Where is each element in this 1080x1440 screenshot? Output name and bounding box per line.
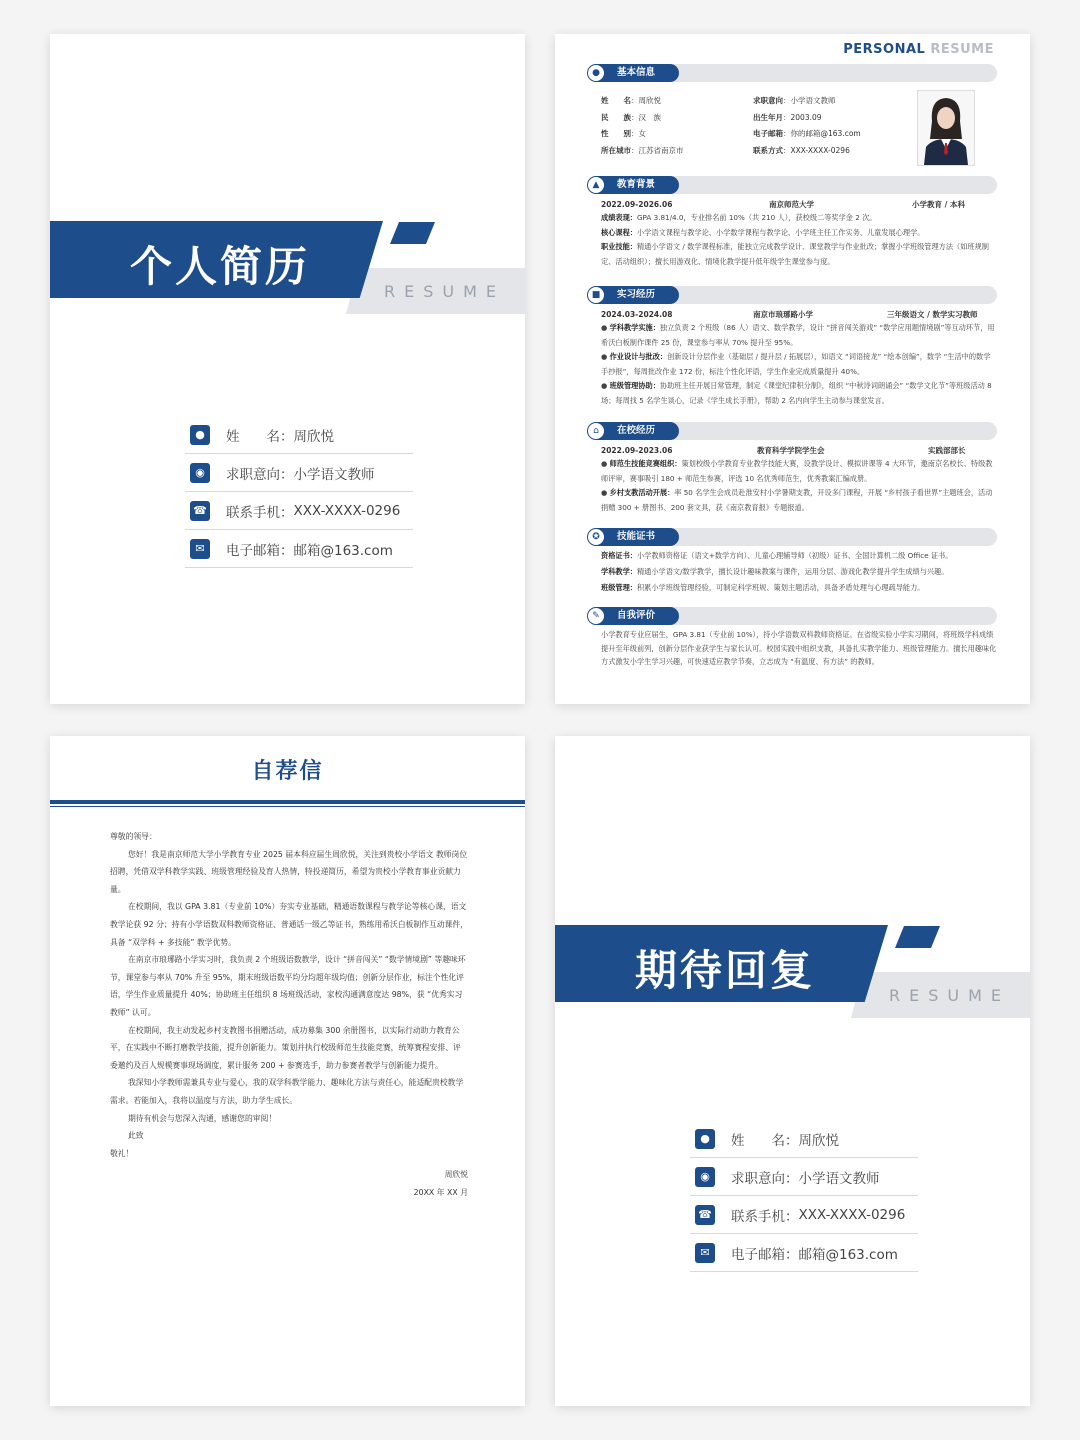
detail-key: 核心课程： bbox=[601, 227, 637, 237]
bullet: ● bbox=[601, 323, 610, 332]
campus-org: 教育科学学院学生会 bbox=[757, 446, 825, 455]
title-rule-thin bbox=[50, 806, 525, 807]
section-basic bbox=[587, 64, 997, 82]
resume-page bbox=[555, 34, 1030, 704]
bullet: ● bbox=[601, 381, 610, 390]
detail-key: 乡村支教活动开展： bbox=[609, 488, 675, 497]
contact-row bbox=[185, 530, 413, 568]
detail-line bbox=[601, 321, 997, 350]
info-value: 汉 族 bbox=[638, 112, 661, 122]
intern-role: 三年级语文 / 数学实习教师 bbox=[887, 310, 978, 319]
section-skills bbox=[587, 528, 997, 546]
letter-paragraph: 在校期间，我主动发起乡村支教图书捐赠活动，成功募集 300 余册图书，以实际行动助力教育公平，在实践中不断打磨教学技能，提升创新能力。策划并执行校级师范生技能竞赛，统筹赛程安排、评委邀约及百人规模赛事现场调度，累计服务 200 + 参赛选手，助力参赛者教学与创新能力提升。 bbox=[110, 1025, 461, 1070]
bullet: ● bbox=[601, 488, 610, 497]
info-row: 民 族：汉 族 bbox=[601, 112, 661, 122]
detail-line bbox=[601, 379, 997, 408]
detail-value: 创新设计分层作业（基础层 / 提升层 / 拓展层），如语文 “词语接龙” “绘本创编”，数学 “生活中的数学手抄报”，每周批改作业 172 份，标注个性化评语，学生作业完成质量提升 40%。 bbox=[601, 352, 991, 376]
detail-key: 作业设计与批改： bbox=[609, 352, 668, 361]
detail-value: 小学语文课程与教学论、小学数学课程与教学论、小学班主任工作实务、儿童发展心理学。 bbox=[636, 227, 925, 237]
cover-page bbox=[50, 34, 525, 704]
contact-value: XXX-XXXX-0296 bbox=[293, 502, 401, 519]
intern-date: 2024.03-2024.08 bbox=[601, 310, 673, 319]
campus-details bbox=[601, 457, 997, 515]
contact-list bbox=[690, 1120, 918, 1272]
section-title: 教育背景 bbox=[587, 176, 679, 194]
graduation-cap-icon: ▲ bbox=[588, 177, 604, 193]
info-value: 2003.09 bbox=[790, 112, 822, 122]
section-title: 在校经历 bbox=[587, 422, 679, 440]
info-row: 求职意向：小学语文教师 bbox=[753, 96, 836, 105]
section-internship bbox=[587, 286, 997, 304]
info-value: 周欣悦 bbox=[638, 96, 661, 105]
info-key: 出生年月 bbox=[753, 112, 783, 122]
edu-details bbox=[601, 211, 997, 269]
letter-paragraph: 在南京市琅琊路小学实习时，我负责 2 个班级语数教学，设计 “拼音闯关” “数学情境剧” 等趣味环节，课堂参与率从 70% 升至 95%，期末班级语数平均分均超年级均值；创新分层作业，标注个性化评语，学生作业质量提升 40%；协助班主任组织 8 场班级活动，家校沟通满意度达 98%，获 “优秀实习教师” 认可。 bbox=[110, 955, 466, 1017]
letter-paragraph: 您好！我是南京师范大学小学教育专业 2025 届本科应届生周欣悦，关注到贵校小学语文 教师岗位招聘，凭借双学科教学实践、班级管理经验及育人热情，特投递简历，希望为贵校小学教育事业贡献力量。 bbox=[110, 849, 468, 894]
contact-label: 联系手机： bbox=[731, 1208, 799, 1225]
resume-header bbox=[843, 42, 994, 57]
campus-role: 实践部部长 bbox=[928, 446, 966, 455]
detail-line bbox=[601, 350, 997, 379]
phone-icon: ☎ bbox=[695, 1205, 715, 1225]
edu-school: 南京师范大学 bbox=[769, 200, 814, 209]
phone-icon: ☎ bbox=[190, 501, 210, 521]
section-education bbox=[587, 176, 997, 194]
detail-key: 成绩表现： bbox=[601, 213, 637, 222]
campus-date: 2022.09-2023.06 bbox=[601, 446, 673, 455]
contact-value: XXX-XXXX-0296 bbox=[798, 1206, 906, 1223]
bullet: ● bbox=[601, 352, 610, 361]
section-title: 基本信息 bbox=[587, 64, 679, 82]
detail-line bbox=[601, 548, 997, 564]
letter-paragraph: 我深知小学教师需兼具专业与爱心，我的双学科教学能力、趣味化方法与责任心，能适配贵校教学需求。若能加入，我将以温度与方法，助力学生成长。 bbox=[110, 1078, 464, 1105]
detail-line bbox=[601, 457, 997, 486]
detail-line bbox=[601, 211, 997, 226]
detail-value: 精通小学语文/数学教学，擅长设计趣味教案与课件，运用分层、游戏化教学提升学生成绩与兴趣。 bbox=[636, 567, 949, 576]
info-key: 姓 名 bbox=[601, 96, 631, 105]
location-icon: ◉ bbox=[190, 463, 210, 483]
bullet: ● bbox=[601, 459, 610, 468]
info-key: 所在城市 bbox=[601, 145, 631, 155]
edu-major: 小学教育 / 本科 bbox=[912, 200, 965, 209]
contact-value: 邮箱@163.com bbox=[293, 542, 393, 559]
portrait-photo bbox=[917, 90, 975, 166]
info-key: 民 族 bbox=[601, 112, 631, 122]
detail-line bbox=[601, 226, 997, 241]
letter-paragraph: 在校期间，我以 GPA 3.81（专业前 10%）夯实专业基础，精通语数课程与教学论等核心课，语文教学论获 92 分；持有小学语数双科教师资格证、普通话一级乙等证书，熟练用希沃白板制作互动课件，具备 “双学科 + 多技能” 教学优势。 bbox=[110, 902, 468, 947]
info-value: 江苏省南京市 bbox=[638, 145, 684, 155]
intern-details bbox=[601, 321, 997, 408]
info-row: 性 别：女 bbox=[601, 129, 646, 138]
location-icon: ◉ bbox=[695, 1167, 715, 1187]
detail-value: 积累小学班级管理经验，可制定科学班规、策划主题活动，具备矛盾处理与心理疏导能力。 bbox=[636, 583, 925, 592]
closing-subtitle: RESUME bbox=[889, 986, 1011, 1005]
detail-key: 学科教学实施： bbox=[609, 323, 660, 332]
contact-row bbox=[185, 454, 413, 492]
cover-subtitle: RESUME bbox=[384, 282, 506, 301]
info-value: 小学语文教师 bbox=[790, 96, 836, 105]
building-icon: ⌂ bbox=[588, 423, 604, 439]
letter-paragraph: 期待有机会与您深入沟通，感谢您的审阅！ bbox=[128, 1113, 277, 1123]
detail-value: 率 50 名学生会成员赴淮安村小学暑期支教，开设多门课程，开展 “乡村孩子看世界”主题班会，活动捐赠 300 + 册图书、200 套文具，获《南京教育报》专题报道。 bbox=[601, 488, 993, 512]
info-value: XXX-XXXX-0296 bbox=[790, 145, 850, 155]
letter-closing: 敬礼！ bbox=[110, 1148, 134, 1158]
detail-line bbox=[601, 580, 997, 596]
letter-greeting: 尊敬的领导： bbox=[110, 832, 157, 841]
detail-line bbox=[601, 486, 997, 515]
letter-paragraph: 此致 bbox=[128, 1131, 144, 1141]
contact-value: 小学语文教师 bbox=[798, 1170, 880, 1187]
self-eval-text: 小学教育专业应届生，GPA 3.81（专业前 10%），持小学语数双科教师资格证。在省级实验小学实习期间，将班级学科成绩提升至年级前列，创新分层作业获学生与家长认可。校园实践中组织支教，具备扎实教学能力、班级管理能力。擅长用趣味化方式激发小学生学习兴趣，可快速适应教学节奏，立志成为 “有温度、有方法” 的教师。 bbox=[601, 630, 997, 666]
detail-value: 策划校级小学教育专业教学技能大赛，设教学设计、模拟讲课等 4 大环节，邀南京名校长、特级教师评审，赛事吸引 180 + 师范生参赛，评选 10 名优秀师范生，优秀教案汇编成册。 bbox=[601, 459, 993, 483]
info-key: 联系方式 bbox=[753, 145, 783, 155]
info-row: 所在城市：江苏省南京市 bbox=[601, 145, 684, 155]
mail-icon: ✉ bbox=[190, 539, 210, 559]
letter-body bbox=[110, 828, 468, 1201]
contact-row bbox=[185, 492, 413, 530]
info-key: 性 别 bbox=[601, 129, 631, 138]
closing-page bbox=[555, 736, 1030, 1406]
section-title: 实习经历 bbox=[587, 286, 679, 304]
user-icon: ● bbox=[190, 425, 210, 445]
contact-row bbox=[690, 1196, 918, 1234]
contact-label: 联系手机： bbox=[226, 504, 294, 521]
letter-date: 20XX 年 XX 月 bbox=[413, 1187, 468, 1197]
contact-label: 求职意向： bbox=[731, 1170, 799, 1187]
navy-accent-block bbox=[390, 222, 435, 244]
award-icon: ✪ bbox=[588, 529, 604, 545]
contact-label: 电子邮箱： bbox=[226, 542, 294, 559]
user-icon: ● bbox=[588, 65, 604, 81]
detail-value: 小学教师资格证（语文+数学方向）、儿童心理辅导师（初级）证书、全国计算机二级 Office 证书。 bbox=[636, 551, 953, 560]
detail-key: 学科教学： bbox=[601, 567, 637, 576]
contact-row bbox=[185, 416, 413, 454]
detail-key: 班级管理协助： bbox=[609, 381, 660, 390]
intern-org: 南京市琅琊路小学 bbox=[753, 310, 813, 319]
detail-key: 班级管理： bbox=[601, 583, 637, 592]
section-title: 自我评价 bbox=[587, 607, 679, 625]
detail-value: 协助班主任开展日常管理，制定《课堂纪律积分制》，组织 “中秋诗词朗诵会” “数学文化节”等班级活动 8 场；每周找 5 名学生谈心，记录《学生成长手册》，帮助 2 名内向学生主动参与课堂发言。 bbox=[601, 381, 992, 405]
detail-line bbox=[601, 564, 997, 580]
cover-title: 个人简历 bbox=[130, 242, 311, 291]
contact-label: 电子邮箱： bbox=[731, 1246, 799, 1263]
user-icon: ● bbox=[695, 1129, 715, 1149]
info-value: 女 bbox=[638, 129, 646, 138]
header-personal: PERSONAL bbox=[843, 42, 926, 57]
detail-value: 精通小学语文 / 数学课程标准，能独立完成教学设计、课堂教学与作业批改；掌握小学班级管理方法（如班规制定、活动组织）；擅长用游戏化、情境化教学提升低年级学生课堂参与度。 bbox=[601, 242, 989, 266]
contact-label: 姓 名： bbox=[731, 1132, 799, 1149]
contact-list bbox=[185, 416, 413, 568]
detail-value: 独立负责 2 个班级（86 人）语文、数学教学，设计 “拼音闯关游戏” “数学应用题情境剧”等互动环节，用希沃白板制作课件 25 份，课堂参与率从 70% 提升至 95%。 bbox=[601, 323, 995, 347]
briefcase-icon: ■ bbox=[588, 287, 604, 303]
contact-value: 邮箱@163.com bbox=[798, 1246, 898, 1263]
info-row: 电子邮箱：你的邮箱@163.com bbox=[753, 129, 861, 138]
navy-accent-block bbox=[895, 926, 940, 948]
contact-row bbox=[690, 1234, 918, 1272]
detail-key: 职业技能： bbox=[601, 242, 637, 251]
detail-line bbox=[601, 240, 997, 269]
info-key: 求职意向 bbox=[753, 96, 783, 105]
contact-label: 姓 名： bbox=[226, 428, 294, 445]
edu-date: 2022.09-2026.06 bbox=[601, 200, 673, 209]
skills-details bbox=[601, 548, 997, 596]
contact-row bbox=[690, 1158, 918, 1196]
letter-title: 自荐信 bbox=[251, 759, 324, 784]
comment-icon: ✎ bbox=[588, 608, 604, 624]
info-row: 出生年月：2003.09 bbox=[753, 112, 822, 122]
info-key: 电子邮箱 bbox=[753, 129, 783, 138]
section-campus bbox=[587, 422, 997, 440]
section-self bbox=[587, 607, 997, 625]
letter-signature: 周欣悦 bbox=[444, 1170, 468, 1180]
info-value: 你的邮箱@163.com bbox=[790, 129, 861, 138]
detail-key: 师范生技能竞赛组织： bbox=[609, 459, 682, 468]
letter-page bbox=[50, 736, 525, 1406]
detail-key: 资格证书： bbox=[601, 551, 637, 560]
contact-value: 周欣悦 bbox=[798, 1132, 839, 1149]
mail-icon: ✉ bbox=[695, 1243, 715, 1263]
portrait-illustration bbox=[918, 91, 974, 165]
contact-row bbox=[690, 1120, 918, 1158]
closing-title: 期待回复 bbox=[635, 946, 816, 995]
info-row: 联系方式：XXX-XXXX-0296 bbox=[753, 145, 850, 155]
section-title: 技能证书 bbox=[587, 528, 679, 546]
contact-label: 求职意向： bbox=[226, 466, 294, 483]
contact-value: 周欣悦 bbox=[293, 428, 334, 445]
header-resume: RESUME bbox=[930, 42, 994, 57]
info-row: 姓 名：周欣悦 bbox=[601, 96, 661, 105]
contact-value: 小学语文教师 bbox=[293, 466, 375, 483]
detail-value: GPA 3.81/4.0，专业排名前 10%（共 210 人），获校级二等奖学金 2 次。 bbox=[636, 213, 877, 222]
title-rule bbox=[50, 800, 525, 804]
